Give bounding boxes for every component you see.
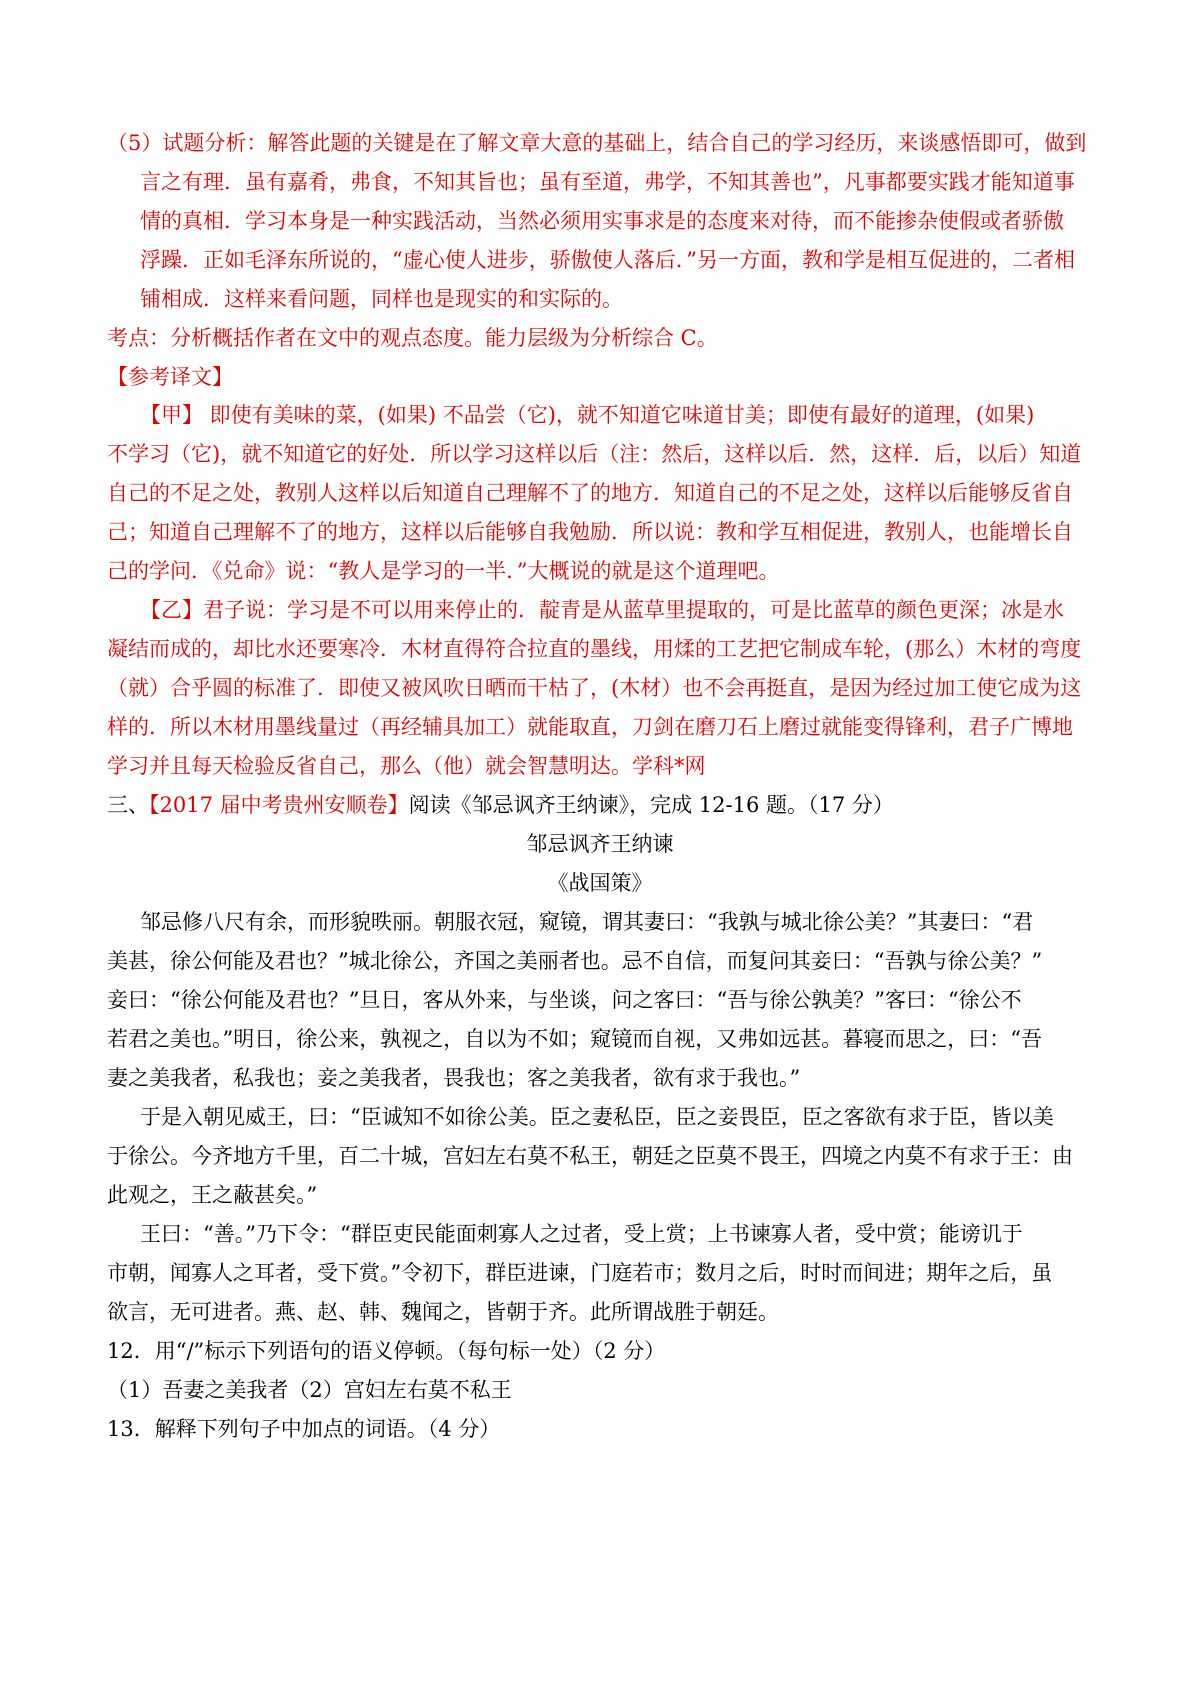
section-number: 三、 <box>107 793 149 817</box>
section-instruction: 阅读《邹忌讽齐王纳谏》，完成 12-16 题。（17 分） <box>408 793 894 817</box>
question-12: 12．用“/”标示下列语句的语义停顿。（每句标一处）（2 分） <box>107 1339 666 1363</box>
passage-p1-line-5: 妻之美我者，私我也；妾之美我者，畏我也；客之美我者，欲有求于我也。” <box>107 1066 801 1090</box>
translation-jia-line-4: 己；知道自己理解不了的地方，这样以后能够自我勉励．所以说：教和学互相促进，教别人，也能增长自 <box>107 520 1073 544</box>
analysis-line-3: 情的真相．学习本身是一种实践活动，当然必须用实事求是的态度来对待，而不能掺杂使假或者骄傲 <box>140 209 1064 233</box>
translation-yi-line-5: 学习并且每天检验反省自己，那么（他）就会智慧明达。学科*网 <box>107 754 706 778</box>
passage-p3-line-2: 市朝，闻寡人之耳者，受下赏。”令初下，群臣进谏，门庭若市；数月之后，时时而间进；期年之后，虽 <box>107 1261 1053 1285</box>
reference-translation-heading: 【参考译文】 <box>107 365 233 389</box>
translation-jia-line-1: 【甲】 即使有美味的菜，(如果) 不品尝（它)，就不知道它味道甘美；即使有最好的道理，(如果) <box>140 403 1035 427</box>
passage-p3-line-3: 欲言，无可进者。燕、赵、韩、魏闻之，皆朝于齐。此所谓战胜于朝廷。 <box>107 1300 779 1324</box>
passage-p3-line-1: 王曰：“善。”乃下令：“群臣吏民能面刺寡人之过者，受上赏；上书谏寡人者，受中赏；能谤讥于 <box>140 1222 1023 1246</box>
translation-yi-line-4: 样的．所以木材用墨线量过（再经辅具加工）就能取直，刀剑在磨刀石上磨过就能变得锋利，君子广博地 <box>107 715 1073 739</box>
translation-jia-line-2: 不学习（它)，就不知道它的好处．所以学习这样以后（注：然后，这样以后．然，这样．后，以后）知道 <box>107 442 1082 466</box>
translation-jia-line-3: 自己的不足之处，教别人这样以后知道自己理解不了的地方．知道自己的不足之处，这样以后能够反省自 <box>107 481 1073 505</box>
analysis-line-5: 铺相成．这样来看问题，同样也是现实的和实际的。 <box>140 287 623 311</box>
passage-p1-line-4: 若君之美也。”明日，徐公来，孰视之，自以为不如；窥镜而自视，又弗如远甚。暮寝而思之，曰：“吾 <box>107 1027 1042 1051</box>
passage-title: 邹忌讽齐王纳谏 <box>526 832 674 856</box>
passage-p2-line-2: 于徐公。今齐地方千里，百二十城，宫妇左右莫不私王，朝廷之臣莫不畏王，四境之内莫不有求于王：由 <box>107 1144 1073 1168</box>
question-13: 13．解释下列句子中加点的词语。（4 分） <box>107 1417 501 1441</box>
section-three-heading <box>107 790 894 820</box>
translation-yi-line-2: 凝结而成的，却比水还要寒冷．木材直得符合拉直的墨线，用煣的工艺把它制成车轮，(那么）木材的弯度 <box>107 637 1082 661</box>
passage-p2-line-3: 此观之，王之蔽甚矣。” <box>107 1183 318 1207</box>
exam-source-tag: 【2017 届中考贵州安顺卷】 <box>149 793 409 817</box>
question-12-items: （1）吾妻之美我者（2）宫妇左右莫不私王 <box>107 1378 512 1402</box>
passage-p1-line-3: 妾曰：“徐公何能及君也？”旦日，客从外来，与坐谈，问之客曰：“吾与徐公孰美？”客曰：“徐公不 <box>107 988 1022 1012</box>
analysis-line-4: 浮躁．正如毛泽东所说的，“虚心使人进步，骄傲使人落后．”另一方面，教和学是相互促进的，二者相 <box>140 248 1075 272</box>
kaodian-line: 考点：分析概括作者在文中的观点态度。能力层级为分析综合 C。 <box>107 326 718 350</box>
passage-p1-line-2: 美甚，徐公何能及君也？”城北徐公，齐国之美丽者也。忌不自信，而复问其妾曰：“吾孰与徐公美？” <box>107 949 1043 973</box>
translation-jia-line-5: 己的学问．《兑命》说：“教人是学习的一半．”大概说的就是这个道理吧。 <box>107 559 780 583</box>
passage-p1-line-1: 邹忌修八尺有余，而形貌昳丽。朝服衣冠，窥镜，谓其妻曰：“我孰与城北徐公美？”其妻曰：“君 <box>140 910 1034 934</box>
passage-p2-line-1: 于是入朝见威王，曰：“臣诚知不如徐公美。臣之妻私臣，臣之妾畏臣，臣之客欲有求于臣，皆以美 <box>140 1105 1054 1129</box>
passage-source: 《战国策》 <box>547 871 653 895</box>
translation-yi-line-3: （就）合乎圆的标准了．即使又被风吹日晒而干枯了，(木材）也不会再挺直，是因为经过加工使它成为这 <box>107 676 1082 700</box>
analysis-line-1: （5）试题分析：解答此题的关键是在了解文章大意的基础上，结合自己的学习经历，来谈感悟即可，做到 <box>107 131 1087 155</box>
analysis-line-2: 言之有理．虽有嘉肴，弗食，不知其旨也；虽有至道，弗学，不知其善也”，凡事都要实践才能知道事 <box>140 170 1075 194</box>
translation-yi-line-1: 【乙】君子说：学习是不可以用来停止的．靛青是从蓝草里提取的，可是比蓝草的颜色更深；冰是水 <box>140 598 1064 622</box>
